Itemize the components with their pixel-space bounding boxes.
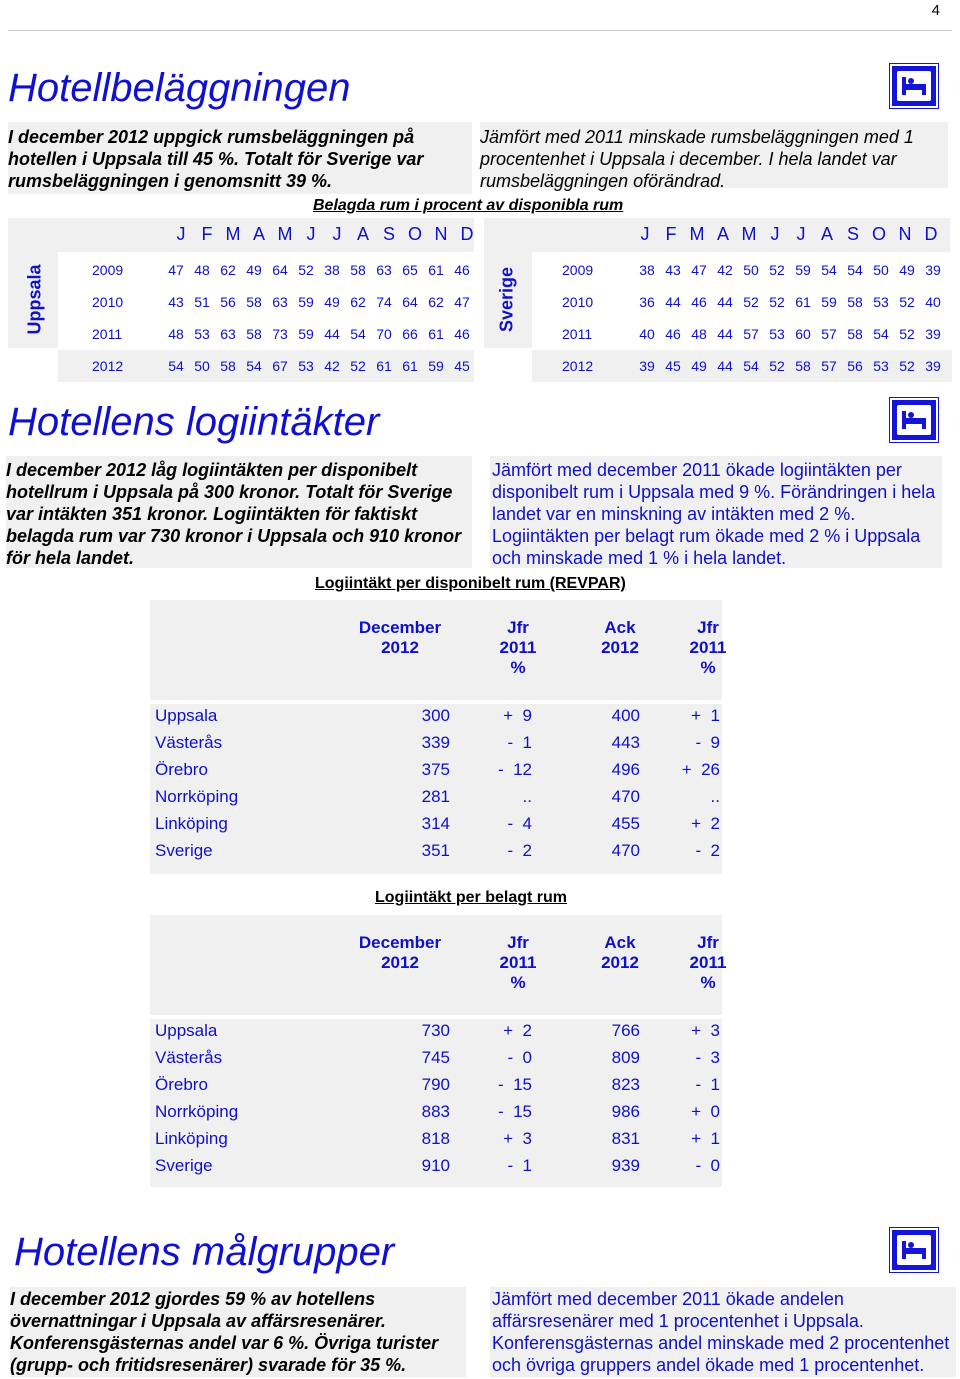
sverige-row-2009 bbox=[532, 254, 952, 286]
top-rule bbox=[8, 30, 952, 31]
uppsala-value-cell: 61 bbox=[402, 358, 418, 374]
region-name: Örebro bbox=[155, 760, 208, 779]
ack-value: 831 bbox=[611, 1129, 640, 1148]
uppsala-value-cell: 56 bbox=[220, 294, 236, 310]
sverige-value-cell: 40 bbox=[639, 326, 655, 342]
uppsala-value-cell: 74 bbox=[376, 294, 392, 310]
sverige-row-2012 bbox=[532, 350, 952, 382]
sverige-value-cell: 59 bbox=[795, 262, 811, 278]
uppsala-value-cell: 58 bbox=[246, 294, 262, 310]
uppsala-value-cell: 54 bbox=[168, 358, 184, 374]
uppsala-value-cell: 64 bbox=[402, 294, 418, 310]
uppsala-value-cell: 59 bbox=[298, 294, 314, 310]
sverige-value-cell: 53 bbox=[873, 294, 889, 310]
december-value: 281 bbox=[421, 787, 450, 806]
sverige-month-header bbox=[484, 218, 950, 252]
revpar-table-row bbox=[150, 760, 722, 784]
december-change: .. bbox=[522, 787, 532, 806]
occupancy-summary-right: Jämfört med 2011 minskade rumsbeläggningen med 1 procentenhet i Uppsala i december. I hela landet var rumsbeläggningen oförändrad. bbox=[480, 122, 948, 188]
ack-change: + 3 bbox=[691, 1021, 720, 1040]
sverige-value-cell: 52 bbox=[769, 294, 785, 310]
sverige-value-cell: 59 bbox=[821, 294, 837, 310]
uppsala-value-cell: 63 bbox=[376, 262, 392, 278]
uppsala-value-cell: 43 bbox=[168, 294, 184, 310]
uppsala-value-cell: 58 bbox=[350, 262, 366, 278]
sverige-month-12: D bbox=[924, 224, 938, 244]
december-change: - 1 bbox=[507, 1156, 532, 1175]
ack-change: - 2 bbox=[695, 841, 720, 860]
ack-value: 496 bbox=[611, 760, 640, 779]
ack-value: 443 bbox=[611, 733, 640, 752]
uppsala-value-cell: 61 bbox=[376, 358, 392, 374]
target-summary-left: I december 2012 gjordes 59 % av hotellens övernattningar i Uppsala av affärsresenärer. Konferensgästernas andel var 6 %. Övriga turister (grupp- och fritidsresenärer) svarade för 35 %. bbox=[10, 1287, 466, 1377]
uppsala-month-8: A bbox=[356, 224, 369, 244]
sverige-value-cell: 57 bbox=[743, 326, 759, 342]
uppsala-value-cell: 38 bbox=[324, 262, 340, 278]
sverige-value-cell: 46 bbox=[665, 326, 681, 342]
ack-change: - 1 bbox=[695, 1075, 720, 1094]
per-occupied-table-row bbox=[150, 1021, 722, 1045]
sverige-value-cell: 39 bbox=[925, 326, 941, 342]
december-value: 790 bbox=[421, 1075, 450, 1094]
revpar-table-row bbox=[150, 841, 722, 865]
sverige-value-cell: 44 bbox=[717, 326, 733, 342]
sverige-value-cell: 53 bbox=[769, 326, 785, 342]
sverige-value-cell: 61 bbox=[795, 294, 811, 310]
sverige-value-cell: 47 bbox=[691, 262, 707, 278]
revpar-table-row bbox=[150, 814, 722, 838]
december-value: 314 bbox=[421, 814, 450, 833]
sverige-month-1: J bbox=[640, 224, 650, 244]
section-title-revenue: Hotellens logiintäkter bbox=[8, 400, 380, 444]
uppsala-month-12: D bbox=[460, 224, 474, 244]
uppsala-value-cell: 64 bbox=[272, 262, 288, 278]
sverige-value-cell: 46 bbox=[691, 294, 707, 310]
revpar-table-header: December 2012 Jfr 2011 % Ack 2012 Jfr 2011 % bbox=[150, 600, 722, 700]
uppsala-value-cell: 54 bbox=[246, 358, 262, 374]
december-change: + 9 bbox=[503, 706, 532, 725]
ack-value: 470 bbox=[611, 841, 640, 860]
ack-value: 939 bbox=[611, 1156, 640, 1175]
sverige-year-label: 2009 bbox=[562, 262, 594, 278]
sverige-row-2010 bbox=[532, 286, 952, 318]
uppsala-value-cell: 54 bbox=[350, 326, 366, 342]
section-title-occupancy: Hotellbeläggningen bbox=[8, 66, 351, 110]
ack-change: + 1 bbox=[691, 706, 720, 725]
sverige-value-cell: 54 bbox=[821, 262, 837, 278]
sverige-row-2011 bbox=[532, 318, 952, 350]
occupancy-summary-left: I december 2012 uppgick rumsbeläggningen på hotellen i Uppsala till 45 %. Totalt för Sverige var rumsbeläggningen i genomsnitt 39 %. bbox=[8, 122, 472, 194]
uppsala-value-cell: 51 bbox=[194, 294, 210, 310]
sverige-month-9: S bbox=[846, 224, 859, 244]
sverige-value-cell: 52 bbox=[899, 294, 915, 310]
december-change: + 3 bbox=[503, 1129, 532, 1148]
uppsala-value-cell: 45 bbox=[454, 358, 470, 374]
uppsala-value-cell: 52 bbox=[298, 262, 314, 278]
sverige-occupancy-grid bbox=[532, 254, 952, 379]
target-summary-right: Jämfört med december 2011 ökade andelen affärsresenärer med 1 procentenhet i Uppsala. Konferensgästernas andel minskade med 2 procentenhet och övriga gruppers andel ökade med 1 procentenhet. bbox=[490, 1287, 956, 1377]
revpar-table-row bbox=[150, 733, 722, 757]
per-occupied-table-body bbox=[150, 1019, 722, 1187]
uppsala-value-cell: 46 bbox=[454, 326, 470, 342]
sverige-value-cell: 49 bbox=[691, 358, 707, 374]
uppsala-value-cell: 53 bbox=[194, 326, 210, 342]
revpar-table-row bbox=[150, 787, 722, 811]
sverige-year-label: 2011 bbox=[562, 326, 593, 342]
per-occupied-table-header: December 2012 Jfr 2011 % Ack 2012 Jfr 2011 % bbox=[150, 915, 722, 1015]
uppsala-value-cell: 62 bbox=[220, 262, 236, 278]
december-value: 883 bbox=[421, 1102, 450, 1121]
sverige-value-cell: 49 bbox=[899, 262, 915, 278]
uppsala-value-cell: 44 bbox=[324, 326, 340, 342]
sverige-year-label: 2012 bbox=[562, 358, 594, 374]
sverige-value-cell: 54 bbox=[847, 262, 863, 278]
uppsala-value-cell: 67 bbox=[272, 358, 288, 374]
sverige-side-label: Sverige bbox=[496, 266, 517, 333]
sverige-month-5: M bbox=[741, 224, 757, 244]
occupancy-table-title: Belagda rum i procent av disponibla rum bbox=[313, 197, 624, 214]
uppsala-value-cell: 47 bbox=[454, 294, 470, 310]
page-number: 4 bbox=[931, 2, 940, 19]
per-occupied-table-row bbox=[150, 1102, 722, 1126]
uppsala-value-cell: 53 bbox=[298, 358, 314, 374]
uppsala-value-cell: 48 bbox=[194, 262, 210, 278]
uppsala-month-4: A bbox=[252, 224, 265, 244]
per-occupied-table-row bbox=[150, 1129, 722, 1153]
uppsala-year-label: 2010 bbox=[92, 294, 124, 310]
sverige-value-cell: 48 bbox=[691, 326, 707, 342]
uppsala-value-cell: 49 bbox=[246, 262, 262, 278]
december-change: - 4 bbox=[507, 814, 532, 833]
ack-value: 400 bbox=[611, 706, 640, 725]
ack-change: + 1 bbox=[691, 1129, 720, 1148]
region-name: Norrköping bbox=[155, 1102, 239, 1121]
ack-value: 986 bbox=[611, 1102, 640, 1121]
hotel-bed-icon-3 bbox=[890, 1228, 938, 1272]
ack-change: + 2 bbox=[691, 814, 720, 833]
sverige-value-cell: 39 bbox=[925, 262, 941, 278]
uppsala-value-cell: 62 bbox=[428, 294, 444, 310]
uppsala-year-label: 2011 bbox=[92, 326, 123, 342]
uppsala-year-label: 2012 bbox=[92, 358, 124, 374]
region-name: Örebro bbox=[155, 1075, 208, 1094]
hotel-bed-icon-2 bbox=[890, 398, 938, 442]
sverige-value-cell: 44 bbox=[717, 294, 733, 310]
december-value: 300 bbox=[421, 706, 450, 725]
sverige-month-11: N bbox=[898, 224, 912, 244]
sverige-value-cell: 50 bbox=[743, 262, 759, 278]
sverige-value-cell: 44 bbox=[717, 358, 733, 374]
december-change: - 0 bbox=[507, 1048, 532, 1067]
uppsala-value-cell: 58 bbox=[246, 326, 262, 342]
uppsala-value-cell: 46 bbox=[454, 262, 470, 278]
uppsala-value-cell: 63 bbox=[272, 294, 288, 310]
sverige-value-cell: 60 bbox=[795, 326, 811, 342]
region-name: Västerås bbox=[155, 1048, 223, 1067]
ack-change: - 9 bbox=[695, 733, 720, 752]
sverige-value-cell: 39 bbox=[925, 358, 941, 374]
sverige-month-2: F bbox=[665, 224, 677, 244]
sverige-value-cell: 36 bbox=[639, 294, 655, 310]
ack-value: 455 bbox=[611, 814, 640, 833]
uppsala-month-11: N bbox=[434, 224, 448, 244]
sverige-value-cell: 53 bbox=[873, 358, 889, 374]
uppsala-month-5: M bbox=[277, 224, 293, 244]
sverige-value-cell: 39 bbox=[639, 358, 655, 374]
sverige-value-cell: 45 bbox=[665, 358, 681, 374]
sverige-value-cell: 54 bbox=[743, 358, 759, 374]
uppsala-month-7: J bbox=[332, 224, 342, 244]
ack-value: 470 bbox=[611, 787, 640, 806]
sverige-value-cell: 52 bbox=[899, 326, 915, 342]
ack-change: - 3 bbox=[695, 1048, 720, 1067]
ack-value: 823 bbox=[611, 1075, 640, 1094]
sverige-month-3: M bbox=[689, 224, 705, 244]
uppsala-month-2: F bbox=[201, 224, 213, 244]
sverige-value-cell: 43 bbox=[665, 262, 681, 278]
per-occupied-table-row bbox=[150, 1048, 722, 1072]
uppsala-value-cell: 73 bbox=[272, 326, 288, 342]
uppsala-value-cell: 50 bbox=[194, 358, 210, 374]
uppsala-value-cell: 59 bbox=[298, 326, 314, 342]
region-name: Sverige bbox=[155, 1156, 213, 1175]
per-occupied-table-title: Logiintäkt per belagt rum bbox=[375, 889, 568, 906]
sverige-value-cell: 38 bbox=[639, 262, 655, 278]
uppsala-value-cell: 49 bbox=[324, 294, 340, 310]
uppsala-value-cell: 66 bbox=[402, 326, 418, 342]
uppsala-value-cell: 58 bbox=[220, 358, 236, 374]
sverige-value-cell: 58 bbox=[847, 326, 863, 342]
uppsala-value-cell: 47 bbox=[168, 262, 184, 278]
sverige-value-cell: 57 bbox=[821, 358, 837, 374]
sverige-value-cell: 40 bbox=[925, 294, 941, 310]
ack-change: + 0 bbox=[691, 1102, 720, 1121]
region-name: Uppsala bbox=[155, 1021, 218, 1040]
uppsala-value-cell: 63 bbox=[220, 326, 236, 342]
uppsala-month-header bbox=[8, 218, 474, 252]
uppsala-row-2012 bbox=[58, 350, 474, 382]
uppsala-value-cell: 59 bbox=[428, 358, 444, 374]
sverige-value-cell: 54 bbox=[873, 326, 889, 342]
december-change: + 2 bbox=[503, 1021, 532, 1040]
uppsala-row-2010 bbox=[58, 286, 474, 318]
uppsala-value-cell: 48 bbox=[168, 326, 184, 342]
ack-change: .. bbox=[710, 787, 720, 806]
region-name: Sverige bbox=[155, 841, 213, 860]
december-value: 351 bbox=[421, 841, 450, 860]
uppsala-month-6: J bbox=[306, 224, 316, 244]
revpar-table-title: Logiintäkt per disponibelt rum (REVPAR) bbox=[315, 575, 626, 592]
per-occupied-table-row bbox=[150, 1156, 722, 1180]
uppsala-month-3: M bbox=[225, 224, 241, 244]
uppsala-month-10: O bbox=[407, 224, 422, 244]
uppsala-row-2011 bbox=[58, 318, 474, 350]
december-change: - 1 bbox=[507, 733, 532, 752]
ack-value: 766 bbox=[611, 1021, 640, 1040]
sverige-value-cell: 52 bbox=[769, 262, 785, 278]
december-value: 818 bbox=[421, 1129, 450, 1148]
december-value: 730 bbox=[421, 1021, 450, 1040]
region-name: Uppsala bbox=[155, 706, 218, 725]
december-change: - 12 bbox=[497, 760, 532, 779]
sverige-month-7: J bbox=[796, 224, 806, 244]
revenue-summary-left: I december 2012 låg logiintäkten per disponibelt hotellrum i Uppsala på 300 kronor. Totalt för Sverige var intäkten 351 kronor. Logiintäkten för faktiskt belagda rum var 730 kronor i Uppsala och 910 kronor för hela landet. bbox=[6, 456, 472, 568]
sverige-month-8: A bbox=[820, 224, 833, 244]
uppsala-value-cell: 70 bbox=[376, 326, 392, 342]
ack-change: - 0 bbox=[695, 1156, 720, 1175]
sverige-value-cell: 56 bbox=[847, 358, 863, 374]
uppsala-month-1: J bbox=[176, 224, 186, 244]
hotel-bed-icon bbox=[890, 64, 938, 108]
sverige-month-10: O bbox=[871, 224, 886, 244]
uppsala-value-cell: 61 bbox=[428, 262, 444, 278]
revenue-summary-right: Jämfört med december 2011 ökade logiintäkten per disponibelt rum i Uppsala med 9 %. Förändringen i hela landet var en minskning av intäkten med 2 %. Logiintäkten per belagt rum ökade med 2 % i Uppsala och minskade med 1 % i hela landet. bbox=[490, 456, 942, 568]
sverige-value-cell: 52 bbox=[899, 358, 915, 374]
uppsala-value-cell: 52 bbox=[350, 358, 366, 374]
sverige-value-cell: 42 bbox=[717, 262, 733, 278]
december-value: 745 bbox=[421, 1048, 450, 1067]
uppsala-value-cell: 62 bbox=[350, 294, 366, 310]
sverige-value-cell: 57 bbox=[821, 326, 837, 342]
sverige-month-6: J bbox=[770, 224, 780, 244]
region-name: Linköping bbox=[155, 1129, 228, 1148]
uppsala-value-cell: 65 bbox=[402, 262, 418, 278]
sverige-value-cell: 52 bbox=[743, 294, 759, 310]
sverige-month-4: A bbox=[716, 224, 729, 244]
sverige-value-cell: 58 bbox=[847, 294, 863, 310]
region-name: Västerås bbox=[155, 733, 223, 752]
december-change: - 2 bbox=[507, 841, 532, 860]
uppsala-month-9: S bbox=[382, 224, 395, 244]
sverige-value-cell: 52 bbox=[769, 358, 785, 374]
sverige-value-cell: 58 bbox=[795, 358, 811, 374]
uppsala-occupancy-grid bbox=[58, 254, 474, 379]
region-name: Norrköping bbox=[155, 787, 239, 806]
region-name: Linköping bbox=[155, 814, 228, 833]
sverige-value-cell: 44 bbox=[665, 294, 681, 310]
december-value: 910 bbox=[421, 1156, 450, 1175]
uppsala-side-label: Uppsala bbox=[24, 264, 45, 335]
uppsala-value-cell: 42 bbox=[324, 358, 340, 374]
uppsala-year-label: 2009 bbox=[92, 262, 124, 278]
ack-change: + 26 bbox=[681, 760, 720, 779]
uppsala-row-2009 bbox=[58, 254, 474, 286]
december-change: - 15 bbox=[497, 1102, 532, 1121]
december-change: - 15 bbox=[497, 1075, 532, 1094]
sverige-value-cell: 50 bbox=[873, 262, 889, 278]
sverige-year-label: 2010 bbox=[562, 294, 594, 310]
december-value: 375 bbox=[421, 760, 450, 779]
per-occupied-table-row bbox=[150, 1075, 722, 1099]
ack-value: 809 bbox=[611, 1048, 640, 1067]
revpar-table-body bbox=[150, 704, 722, 874]
revpar-table-row bbox=[150, 706, 722, 730]
uppsala-value-cell: 61 bbox=[428, 326, 444, 342]
december-value: 339 bbox=[421, 733, 450, 752]
section-title-target-groups: Hotellens målgrupper bbox=[14, 1230, 395, 1274]
